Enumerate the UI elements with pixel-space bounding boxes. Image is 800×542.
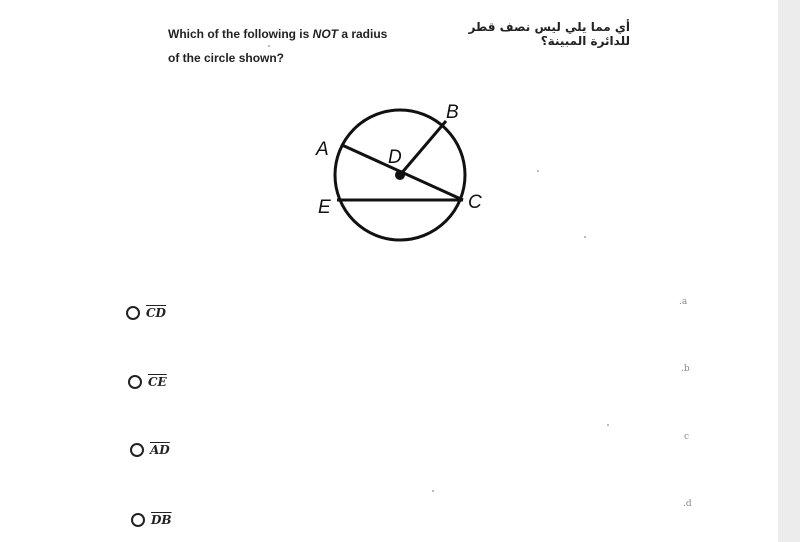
option-b[interactable] bbox=[128, 375, 167, 389]
option-d-label: $\overline{DB}$ bbox=[151, 513, 172, 527]
segment-db bbox=[400, 121, 446, 175]
speck bbox=[584, 236, 586, 238]
radio-option-b[interactable] bbox=[128, 375, 142, 389]
radio-option-a[interactable] bbox=[126, 306, 140, 320]
speck bbox=[268, 45, 270, 47]
option-a-marker: .a bbox=[679, 297, 688, 307]
option-a[interactable] bbox=[126, 306, 166, 320]
question-arabic: أي مما يلي ليس نصف قطر للدائرة المبينة؟ bbox=[468, 20, 630, 48]
label-a: A bbox=[316, 139, 329, 160]
center-point bbox=[395, 170, 405, 180]
radio-option-d[interactable] bbox=[131, 513, 145, 527]
option-c-marker: c bbox=[684, 432, 690, 442]
speck bbox=[607, 424, 609, 426]
label-c: C bbox=[468, 192, 482, 213]
circle-figure bbox=[300, 95, 500, 255]
question-english-part2: a radius of the circle shown? bbox=[168, 27, 388, 65]
option-c-label: $\overline{AD}$ bbox=[150, 443, 170, 457]
question-english bbox=[168, 22, 388, 70]
question-english-part1: Which of the following is bbox=[168, 27, 313, 41]
speck bbox=[537, 170, 539, 172]
question-english-emphasis: NOT bbox=[312, 27, 338, 41]
label-b: B bbox=[446, 102, 459, 123]
label-e: E bbox=[318, 197, 331, 218]
label-d: D bbox=[388, 147, 402, 168]
option-d[interactable] bbox=[131, 513, 172, 527]
radio-option-c[interactable] bbox=[130, 443, 144, 457]
option-b-marker: .b bbox=[681, 364, 690, 374]
option-a-label: $\overline{CD}$ bbox=[146, 306, 166, 320]
option-d-marker: .d bbox=[683, 499, 692, 509]
option-b-label: $\overline{CE}$ bbox=[148, 375, 167, 389]
option-c[interactable] bbox=[130, 443, 170, 457]
page-margin-strip bbox=[778, 0, 800, 542]
speck bbox=[432, 490, 434, 492]
